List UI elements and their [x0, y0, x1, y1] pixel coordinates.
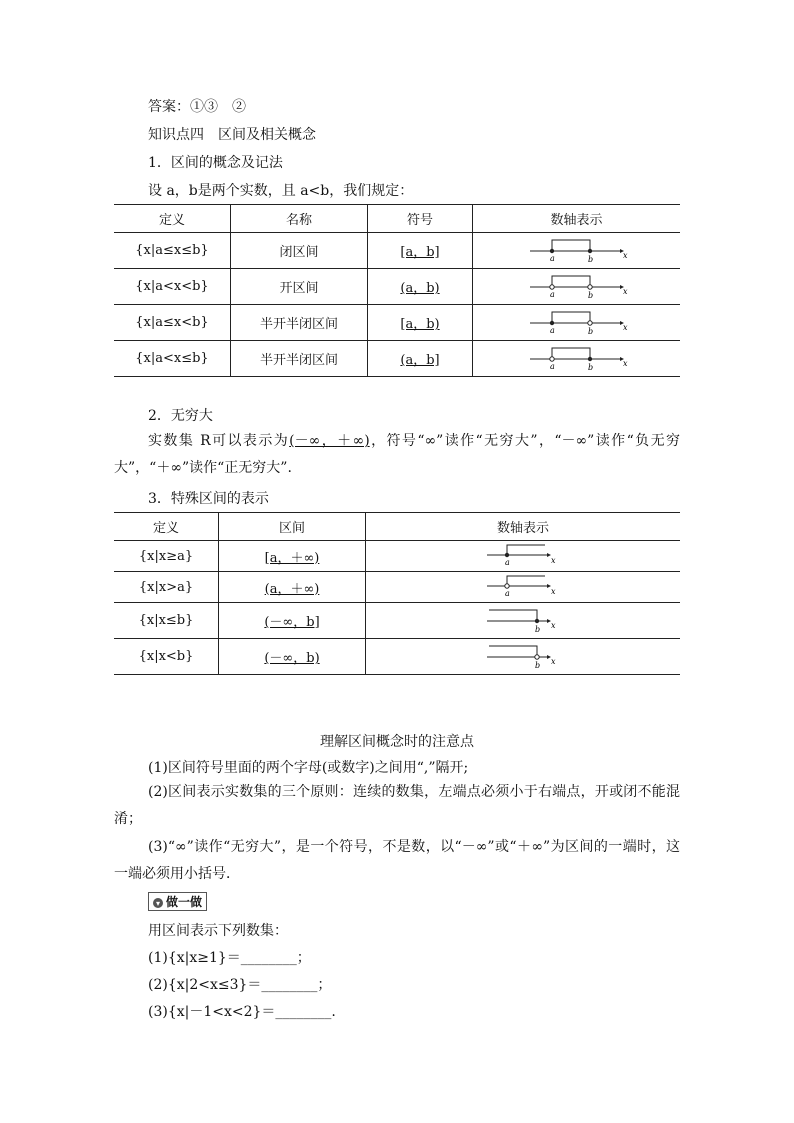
- definition-cell: {x|a<x<b}: [114, 269, 231, 305]
- question-3: (3){x|－1<x<2}＝________.: [148, 1004, 336, 1020]
- subsection-3-title: 3．特殊区间的表示: [148, 491, 269, 507]
- label-x: x: [551, 556, 556, 565]
- interval-cell: [a，＋∞): [219, 541, 366, 572]
- header-definition: 定义: [114, 513, 219, 541]
- table-row: [114, 603, 680, 639]
- label-x: x: [551, 620, 556, 630]
- label-b: b: [587, 362, 593, 371]
- interval-cell: (－∞，b]: [219, 603, 366, 639]
- name-cell: 半开半闭区间: [231, 305, 368, 341]
- label-b: b: [535, 660, 541, 669]
- table-row: [114, 639, 680, 675]
- answer-line: 答案：①③ ②: [148, 99, 246, 115]
- table-row: [114, 269, 680, 305]
- name-cell: 半开半闭区间: [231, 341, 368, 377]
- subsection-2-title: 2．无穷大: [148, 408, 213, 424]
- label-b: b: [587, 254, 593, 263]
- number-line-cell: [366, 572, 681, 603]
- label-b: b: [587, 326, 593, 335]
- header-interval: 区间: [219, 513, 366, 541]
- label-x: x: [622, 358, 628, 368]
- number-line-cell: [366, 603, 681, 639]
- infinity-text-end: ，符号“∞”读作“无穷大”，“－∞”读作“负无穷大”，“＋∞”读作“正无穷大”.: [114, 433, 680, 476]
- definition-cell: {x|x≥a}: [114, 541, 219, 572]
- note-1: (1)区间符号里面的两个字母(或数字)之间用“,”隔开;: [148, 760, 469, 776]
- label-a: a: [549, 289, 555, 299]
- ray-open-left-number-line: [483, 641, 563, 669]
- definition-cell: {x|x<b}: [114, 639, 219, 675]
- number-line-cell: [473, 269, 681, 305]
- number-line-cell: [473, 305, 681, 341]
- label-x: x: [551, 656, 556, 666]
- ray-open-right-number-line: [483, 572, 563, 598]
- header-symbol: 符号: [368, 205, 473, 233]
- interval-table: [114, 204, 680, 377]
- note-2: (2)区间表示实数集的三个原则：连续的数集，左端点必须小于右端点，开或闭不能混淆；: [114, 784, 680, 827]
- label-a: a: [549, 253, 555, 263]
- number-line-cell: [366, 541, 681, 572]
- label-b: b: [587, 290, 593, 299]
- interval-cell: (－∞，b): [219, 639, 366, 675]
- header-name: 名称: [231, 205, 368, 233]
- header-number-line: 数轴表示: [473, 205, 681, 233]
- section-title: 知识点四 区间及相关概念: [148, 127, 316, 143]
- half-open-left-number-line: [522, 343, 632, 371]
- symbol-cell: (a，b]: [368, 341, 473, 377]
- practice-tag: [148, 892, 207, 911]
- practice-tag-label: 做一做: [166, 895, 203, 909]
- table-row: [114, 541, 680, 572]
- half-open-right-number-line: [522, 307, 632, 335]
- table-row: [114, 341, 680, 377]
- infinity-text-start: 实数集 R可以表示为: [148, 433, 290, 449]
- ray-closed-left-number-line: [483, 605, 563, 633]
- header-definition: 定义: [114, 205, 231, 233]
- table-row: [114, 233, 680, 269]
- symbol-cell: [a，b]: [368, 233, 473, 269]
- label-x: x: [551, 587, 556, 596]
- definition-cell: {x|a<x≤b}: [114, 341, 231, 377]
- definition-cell: {x|a≤x<b}: [114, 305, 231, 341]
- number-line-cell: [366, 639, 681, 675]
- chevron-down-icon: ▾: [153, 898, 163, 908]
- name-cell: 闭区间: [231, 233, 368, 269]
- notes-title: 理解区间概念时的注意点: [320, 734, 474, 750]
- infinity-paragraph: [114, 428, 680, 482]
- header-number-line: 数轴表示: [366, 513, 681, 541]
- definition-cell: {x|a≤x≤b}: [114, 233, 231, 269]
- special-interval-table: [114, 512, 680, 675]
- intro-text: 设 a，b是两个实数，且 a<b，我们规定：: [148, 183, 414, 199]
- number-line-cell: [473, 341, 681, 377]
- label-x: x: [622, 322, 628, 332]
- closed-interval-number-line: [522, 235, 632, 263]
- infinity-interval: (－∞，＋∞): [289, 433, 370, 449]
- number-line-cell: [473, 233, 681, 269]
- interval-cell: (a，＋∞): [219, 572, 366, 603]
- open-interval-number-line: [522, 271, 632, 299]
- symbol-cell: [a，b): [368, 305, 473, 341]
- note-3: (3)“∞”读作“无穷大”，是一个符号，不是数，以“－∞”或“＋∞”为区间的一端时，这一端必须用小括号．: [114, 839, 680, 882]
- label-a: a: [505, 558, 510, 567]
- label-a: a: [505, 589, 510, 598]
- definition-cell: {x|x>a}: [114, 572, 219, 603]
- label-x: x: [622, 286, 628, 296]
- question-2: (2){x|2<x≤3}＝________；: [148, 977, 332, 993]
- label-b: b: [535, 624, 541, 633]
- label-a: a: [549, 361, 555, 371]
- label-a: a: [549, 325, 555, 335]
- ray-closed-right-number-line: [483, 541, 563, 567]
- table-row: [114, 572, 680, 603]
- question-1: (1){x|x≥1}＝________；: [148, 950, 311, 966]
- definition-cell: {x|x≤b}: [114, 603, 219, 639]
- symbol-cell: (a，b): [368, 269, 473, 305]
- subsection-1-title: 1．区间的概念及记法: [148, 155, 283, 171]
- label-x: x: [622, 250, 628, 260]
- table-row: [114, 305, 680, 341]
- name-cell: 开区间: [231, 269, 368, 305]
- practice-intro: 用区间表示下列数集：: [148, 923, 288, 939]
